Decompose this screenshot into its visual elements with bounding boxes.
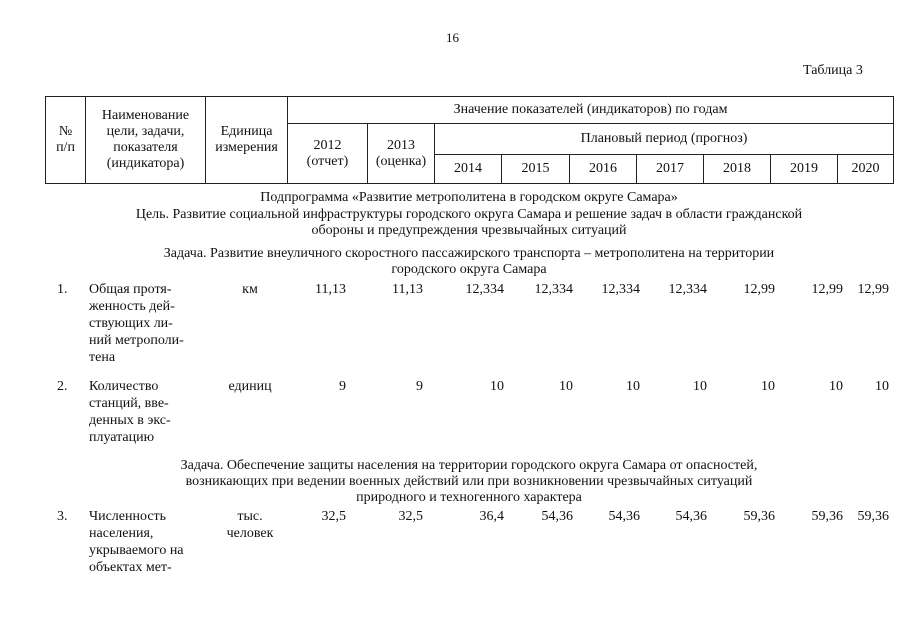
value-2020: 12,99 <box>857 282 889 297</box>
value-2012: 32,5 <box>321 509 346 524</box>
task-line: Задача. Развитие внеуличного скоростного пассажирского транспорта – метрополитена на территории <box>163 246 775 261</box>
value-2012: 11,13 <box>315 282 346 297</box>
header-year-note: (оценка) <box>375 153 427 169</box>
table-row <box>45 508 893 608</box>
header-name-line: цели, задачи, <box>106 124 185 139</box>
indicator-name <box>89 508 207 576</box>
value-2020: 10 <box>875 379 889 394</box>
value-2013: 9 <box>416 379 423 394</box>
value-2014: 12,334 <box>465 282 504 297</box>
header-year-line: 2012 <box>313 137 342 153</box>
indicator-unit <box>211 281 289 298</box>
goal-line: обороны и предупреждения чрезвычайных ситуаций <box>311 223 627 238</box>
header-year-2014: 2014 <box>435 155 502 184</box>
indicator-name-line: населения, <box>89 526 154 541</box>
value-2018: 10 <box>761 379 775 394</box>
header-year-2019: 2019 <box>771 155 838 184</box>
value-2019: 10 <box>829 379 843 394</box>
header-year-2018: 2018 <box>704 155 771 184</box>
indicator-name-line: ствующих ли- <box>89 316 173 331</box>
indicator-name-line: станций, вве- <box>89 396 169 411</box>
header-year-2012 <box>288 124 368 184</box>
value-2016: 54,36 <box>608 509 640 524</box>
header-name-cell <box>86 97 206 184</box>
task-line: природного и техногенного характера <box>356 490 582 505</box>
value-2014: 10 <box>490 379 504 394</box>
header-year-2020: 2020 <box>838 155 894 184</box>
task-line: возникающих при ведении военных действий или при возникновении чрезвычайных ситуаций <box>185 474 753 489</box>
value-2019: 12,99 <box>811 282 843 297</box>
header-name-line: (индикатора) <box>106 156 185 171</box>
header-unit-line: Единица <box>220 124 273 139</box>
task-line: Задача. Обеспечение защиты населения на территории городского округа Самара от опасностей, <box>180 458 758 473</box>
value-2013: 32,5 <box>398 509 423 524</box>
goal-line: Цель. Развитие социальной инфраструктуры городского округа Самара и решение задач в области гражданской <box>135 207 803 222</box>
value-2019: 59,36 <box>811 509 843 524</box>
row-number: 1. <box>57 282 68 297</box>
indicator-unit <box>211 508 289 542</box>
indicator-name-line: женность дей- <box>89 299 175 314</box>
row-number: 2. <box>57 379 68 394</box>
header-unit-cell <box>206 97 288 184</box>
table-header <box>45 96 894 184</box>
indicator-name-line: укрываемого на <box>89 543 184 558</box>
indicator-name-line: тена <box>89 350 116 365</box>
page-number: 16 <box>446 30 459 45</box>
header-year-2015: 2015 <box>502 155 570 184</box>
header-year-2013 <box>368 124 435 184</box>
header-num-line: п/п <box>56 140 75 155</box>
indicator-unit <box>211 378 289 395</box>
header-num-cell <box>46 97 86 184</box>
subprogram-title: Подпрограмма «Развитие метрополитена в городском округе Самара» <box>260 190 678 205</box>
value-2020: 59,36 <box>857 509 889 524</box>
indicator-name-line: Общая протя- <box>89 282 172 297</box>
indicator-unit-line: единиц <box>228 379 272 394</box>
indicator-name-line: денных в экс- <box>89 413 171 428</box>
indicator-name-line: Численность <box>89 509 167 524</box>
value-2015: 12,334 <box>534 282 573 297</box>
value-2015: 54,36 <box>541 509 573 524</box>
table-label: Таблица 3 <box>803 63 863 78</box>
indicator-unit-line: км <box>242 282 258 297</box>
task-line: городского округа Самара <box>391 262 547 277</box>
indicator-name <box>89 378 207 446</box>
table-row <box>45 281 893 381</box>
value-2013: 11,13 <box>392 282 423 297</box>
value-2015: 10 <box>559 379 573 394</box>
indicator-name-line: ний метрополи- <box>89 333 184 348</box>
indicator-unit-line: тыс. <box>237 509 263 524</box>
header-name-line: показателя <box>113 140 178 155</box>
header-unit-line: измерения <box>215 140 278 155</box>
indicator-unit-line: человек <box>226 526 274 541</box>
value-2016: 10 <box>626 379 640 394</box>
value-2016: 12,334 <box>601 282 640 297</box>
header-values-by-year: Значение показателей (индикаторов) по годам <box>288 97 894 124</box>
header-name-line: Наименование <box>101 108 190 123</box>
value-2017: 10 <box>693 379 707 394</box>
header-year-2016: 2016 <box>570 155 637 184</box>
indicator-name-line: Количество <box>89 379 159 394</box>
value-2014: 36,4 <box>479 509 504 524</box>
value-2017: 54,36 <box>675 509 707 524</box>
value-2017: 12,334 <box>668 282 707 297</box>
header-num-line: № <box>58 124 73 139</box>
indicator-name-line: объектах мет- <box>89 560 172 575</box>
indicator-name <box>89 281 207 366</box>
value-2018: 12,99 <box>743 282 775 297</box>
value-2012: 9 <box>339 379 346 394</box>
indicator-name-line: плуатацию <box>89 430 155 445</box>
header-year-line: 2013 <box>387 137 415 153</box>
header-year-2017: 2017 <box>637 155 704 184</box>
header-year-note: (отчет) <box>306 153 349 169</box>
row-number: 3. <box>57 509 68 524</box>
value-2018: 59,36 <box>743 509 775 524</box>
header-planned-period: Плановый период (прогноз) <box>435 124 894 155</box>
